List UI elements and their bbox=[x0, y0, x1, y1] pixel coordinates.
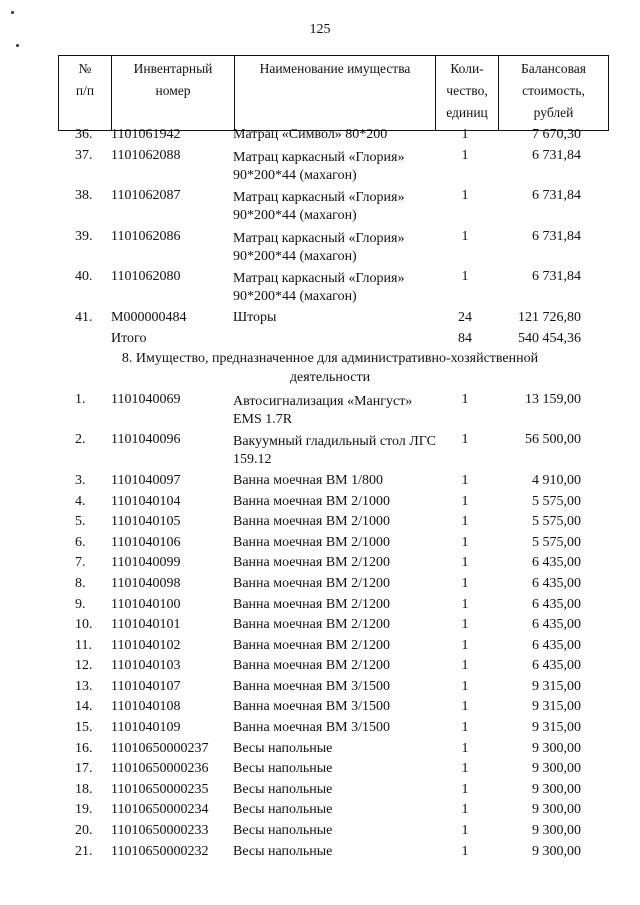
balance-value: 5 575,00 bbox=[532, 493, 581, 509]
row-number: 21. bbox=[75, 843, 93, 859]
balance-value: 6 435,00 bbox=[532, 658, 581, 674]
table-row bbox=[0, 759, 640, 780]
item-name: Ванна моечная ВМ 3/1500 bbox=[233, 678, 391, 694]
item-name: Весы напольные bbox=[233, 761, 333, 777]
item-name: Весы напольные bbox=[233, 843, 333, 859]
row-number: 1. bbox=[75, 391, 86, 407]
total-row bbox=[0, 329, 640, 350]
inventory-number: 1101040102 bbox=[111, 637, 181, 653]
quantity: 1 bbox=[461, 147, 469, 163]
quantity: 1 bbox=[461, 575, 469, 591]
table-row bbox=[0, 553, 640, 574]
row-number: 38. bbox=[75, 188, 93, 204]
balance-value: 6 731,84 bbox=[532, 147, 581, 163]
inventory-number: 1101040108 bbox=[111, 699, 181, 715]
quantity: 1 bbox=[461, 637, 469, 653]
balance-value: 9 300,00 bbox=[532, 843, 581, 859]
table-row bbox=[0, 227, 640, 268]
inventory-number: М000000484 bbox=[111, 309, 187, 325]
item-name: Матрац каркасный «Глория» 90*200*44 (махагон) bbox=[233, 230, 405, 264]
row-number: 14. bbox=[75, 699, 93, 715]
balance-value: 6 435,00 bbox=[532, 575, 581, 591]
table-row bbox=[0, 821, 640, 842]
table-row bbox=[0, 780, 640, 801]
inventory-number: 11010650000234 bbox=[111, 802, 209, 818]
inventory-number: 1101040109 bbox=[111, 720, 181, 736]
balance-value: 6 731,84 bbox=[532, 269, 581, 285]
table-row bbox=[0, 471, 640, 492]
table-row bbox=[0, 574, 640, 595]
quantity: 1 bbox=[461, 555, 469, 571]
balance-value: 13 159,00 bbox=[525, 391, 581, 407]
item-name: Ванна моечная ВМ 2/1000 bbox=[233, 534, 391, 550]
row-number: 5. bbox=[75, 514, 86, 530]
scan-mark bbox=[11, 11, 14, 14]
balance-value: 9 300,00 bbox=[532, 761, 581, 777]
row-number: 6. bbox=[75, 534, 86, 550]
table-row bbox=[0, 186, 640, 227]
balance-value: 9 300,00 bbox=[532, 823, 581, 839]
inventory-number: 1101062088 bbox=[111, 147, 181, 163]
quantity: 1 bbox=[461, 534, 469, 550]
quantity: 1 bbox=[461, 802, 469, 818]
col-header-quantity: Коли- чество, единиц bbox=[436, 56, 499, 131]
table-row bbox=[0, 739, 640, 760]
inventory-number: 1101040103 bbox=[111, 658, 181, 674]
inventory-number: 1101061942 bbox=[111, 127, 181, 142]
balance-value: 9 300,00 bbox=[532, 781, 581, 797]
inventory-number: 1101040069 bbox=[111, 391, 181, 407]
item-name: Матрац каркасный «Глория» 90*200*44 (махагон) bbox=[233, 271, 405, 305]
row-number: 37. bbox=[75, 147, 93, 163]
item-name: Ванна моечная ВМ 2/1000 bbox=[233, 493, 391, 509]
row-number: 17. bbox=[75, 761, 93, 777]
balance-value: 5 575,00 bbox=[532, 514, 581, 530]
row-number: 18. bbox=[75, 781, 93, 797]
table-row bbox=[0, 636, 640, 657]
inventory-number: 11010650000233 bbox=[111, 823, 209, 839]
quantity: 1 bbox=[461, 617, 469, 633]
quantity: 1 bbox=[461, 781, 469, 797]
table-row bbox=[0, 125, 640, 146]
item-name: Матрац каркасный «Глория» 90*200*44 (махагон) bbox=[233, 149, 405, 183]
table-row bbox=[0, 533, 640, 554]
quantity: 1 bbox=[461, 228, 469, 244]
inventory-number: 1101040096 bbox=[111, 432, 181, 448]
inventory-number: 1101040104 bbox=[111, 493, 181, 509]
row-number: 15. bbox=[75, 720, 93, 736]
row-number: 12. bbox=[75, 658, 93, 674]
item-name: Ванна моечная ВМ 2/1200 bbox=[233, 575, 391, 591]
inventory-number: 1101062086 bbox=[111, 228, 181, 244]
quantity: 1 bbox=[461, 761, 469, 777]
table-row bbox=[0, 595, 640, 616]
quantity: 1 bbox=[461, 514, 469, 530]
table-row bbox=[0, 308, 640, 329]
item-name: Ванна моечная ВМ 1/800 bbox=[233, 472, 384, 488]
total-quantity: 84 bbox=[458, 330, 472, 346]
row-number: 10. bbox=[75, 617, 93, 633]
row-number: 9. bbox=[75, 596, 86, 612]
table-row bbox=[0, 697, 640, 718]
quantity: 1 bbox=[461, 720, 469, 736]
inventory-number: 1101040097 bbox=[111, 472, 181, 488]
section-title-line2: деятельности bbox=[289, 370, 371, 386]
item-name: Ванна моечная ВМ 2/1200 bbox=[233, 555, 391, 571]
quantity: 1 bbox=[461, 493, 469, 509]
item-name: Матрац «Символ» 80*200 bbox=[233, 127, 388, 142]
item-name: Весы напольные bbox=[233, 823, 333, 839]
table-body bbox=[0, 125, 640, 862]
quantity: 1 bbox=[461, 188, 469, 204]
balance-value: 9 300,00 bbox=[532, 740, 581, 756]
table-row bbox=[0, 615, 640, 636]
inventory-number: 1101040105 bbox=[111, 514, 181, 530]
balance-value: 56 500,00 bbox=[525, 432, 581, 448]
balance-value: 121 726,80 bbox=[518, 309, 581, 325]
scan-mark bbox=[16, 44, 19, 47]
balance-value: 6 731,84 bbox=[532, 228, 581, 244]
quantity: 1 bbox=[461, 658, 469, 674]
row-number: 7. bbox=[75, 555, 86, 571]
balance-value: 6 435,00 bbox=[532, 555, 581, 571]
quantity: 1 bbox=[461, 823, 469, 839]
balance-value: 9 315,00 bbox=[532, 699, 581, 715]
balance-value: 6 435,00 bbox=[532, 617, 581, 633]
item-name: Ванна моечная ВМ 3/1500 bbox=[233, 720, 391, 736]
row-number: 2. bbox=[75, 432, 86, 448]
table-row bbox=[0, 842, 640, 863]
item-name: Матрац каркасный «Глория» 90*200*44 (махагон) bbox=[233, 190, 405, 224]
quantity: 1 bbox=[461, 678, 469, 694]
col-header-name: Наименование имущества bbox=[235, 56, 436, 131]
row-number: 8. bbox=[75, 575, 86, 591]
balance-value: 9 315,00 bbox=[532, 678, 581, 694]
quantity: 1 bbox=[461, 391, 469, 407]
quantity: 24 bbox=[458, 309, 472, 325]
col-header-inventory: Инвентарный номер bbox=[112, 56, 235, 131]
row-number: 41. bbox=[75, 309, 93, 325]
item-name: Ванна моечная ВМ 2/1200 bbox=[233, 596, 391, 612]
item-name: Весы напольные bbox=[233, 781, 333, 797]
total-value: 540 454,36 bbox=[518, 330, 581, 346]
quantity: 1 bbox=[461, 596, 469, 612]
balance-value: 6 731,84 bbox=[532, 188, 581, 204]
quantity: 1 bbox=[461, 432, 469, 448]
section-title bbox=[0, 349, 640, 390]
inventory-number: 11010650000236 bbox=[111, 761, 209, 777]
section-title-line1: 8. Имущество, предназначенное для административно-хозяйственной bbox=[121, 351, 539, 367]
item-name: Ванна моечная ВМ 2/1200 bbox=[233, 658, 391, 674]
inventory-number: 1101040107 bbox=[111, 678, 181, 694]
inventory-number: 11010650000237 bbox=[111, 740, 209, 756]
table-row bbox=[0, 492, 640, 513]
item-name: Весы напольные bbox=[233, 740, 333, 756]
item-name: Автосигнализация «Мангуст» EMS 1.7R bbox=[233, 393, 413, 427]
inventory-number: 1101062080 bbox=[111, 269, 181, 285]
inventory-number: 1101040099 bbox=[111, 555, 181, 571]
inventory-number: 1101040098 bbox=[111, 575, 181, 591]
balance-value: 7 670,30 bbox=[532, 127, 581, 142]
table-row bbox=[0, 430, 640, 471]
col-header-value: Балансовая стоимость, рублей bbox=[499, 56, 609, 131]
inventory-number: 11010650000235 bbox=[111, 781, 209, 797]
row-number: 11. bbox=[75, 637, 92, 653]
item-name: Ванна моечная ВМ 2/1200 bbox=[233, 637, 391, 653]
row-number: 13. bbox=[75, 678, 93, 694]
inventory-number: 1101040106 bbox=[111, 534, 181, 550]
balance-value: 9 300,00 bbox=[532, 802, 581, 818]
table-row bbox=[0, 656, 640, 677]
table-row bbox=[0, 390, 640, 431]
table-header bbox=[58, 55, 609, 131]
row-number: 20. bbox=[75, 823, 93, 839]
table-row bbox=[0, 800, 640, 821]
total-label: Итого bbox=[111, 330, 147, 346]
table-row bbox=[0, 267, 640, 308]
quantity: 1 bbox=[461, 127, 469, 142]
inventory-number: 11010650000232 bbox=[111, 843, 209, 859]
quantity: 1 bbox=[461, 699, 469, 715]
table-row bbox=[0, 718, 640, 739]
table-row bbox=[0, 677, 640, 698]
table-row bbox=[0, 512, 640, 533]
row-number: 4. bbox=[75, 493, 86, 509]
item-name: Шторы bbox=[233, 309, 277, 325]
inventory-number: 1101062087 bbox=[111, 188, 181, 204]
row-number: 36. bbox=[75, 127, 93, 142]
quantity: 1 bbox=[461, 472, 469, 488]
page-number: 125 bbox=[309, 22, 331, 37]
inventory-number: 1101040100 bbox=[111, 596, 181, 612]
quantity: 1 bbox=[461, 740, 469, 756]
row-number: 39. bbox=[75, 228, 93, 244]
item-name: Ванна моечная ВМ 2/1200 bbox=[233, 617, 391, 633]
row-number: 19. bbox=[75, 802, 93, 818]
item-name: Ванна моечная ВМ 3/1500 bbox=[233, 699, 391, 715]
row-number: 3. bbox=[75, 472, 86, 488]
inventory-number: 1101040101 bbox=[111, 617, 181, 633]
quantity: 1 bbox=[461, 269, 469, 285]
row-number: 40. bbox=[75, 269, 93, 285]
row-number: 16. bbox=[75, 740, 93, 756]
balance-value: 9 315,00 bbox=[532, 720, 581, 736]
balance-value: 6 435,00 bbox=[532, 596, 581, 612]
item-name: Вакуумный гладильный стол ЛГС 159.12 bbox=[233, 434, 437, 468]
item-name: Весы напольные bbox=[233, 802, 333, 818]
item-name: Ванна моечная ВМ 2/1000 bbox=[233, 514, 391, 530]
balance-value: 6 435,00 bbox=[532, 637, 581, 653]
balance-value: 5 575,00 bbox=[532, 534, 581, 550]
col-header-number: № п/п bbox=[59, 56, 112, 131]
balance-value: 4 910,00 bbox=[532, 472, 581, 488]
table-row bbox=[0, 146, 640, 187]
quantity: 1 bbox=[461, 843, 469, 859]
